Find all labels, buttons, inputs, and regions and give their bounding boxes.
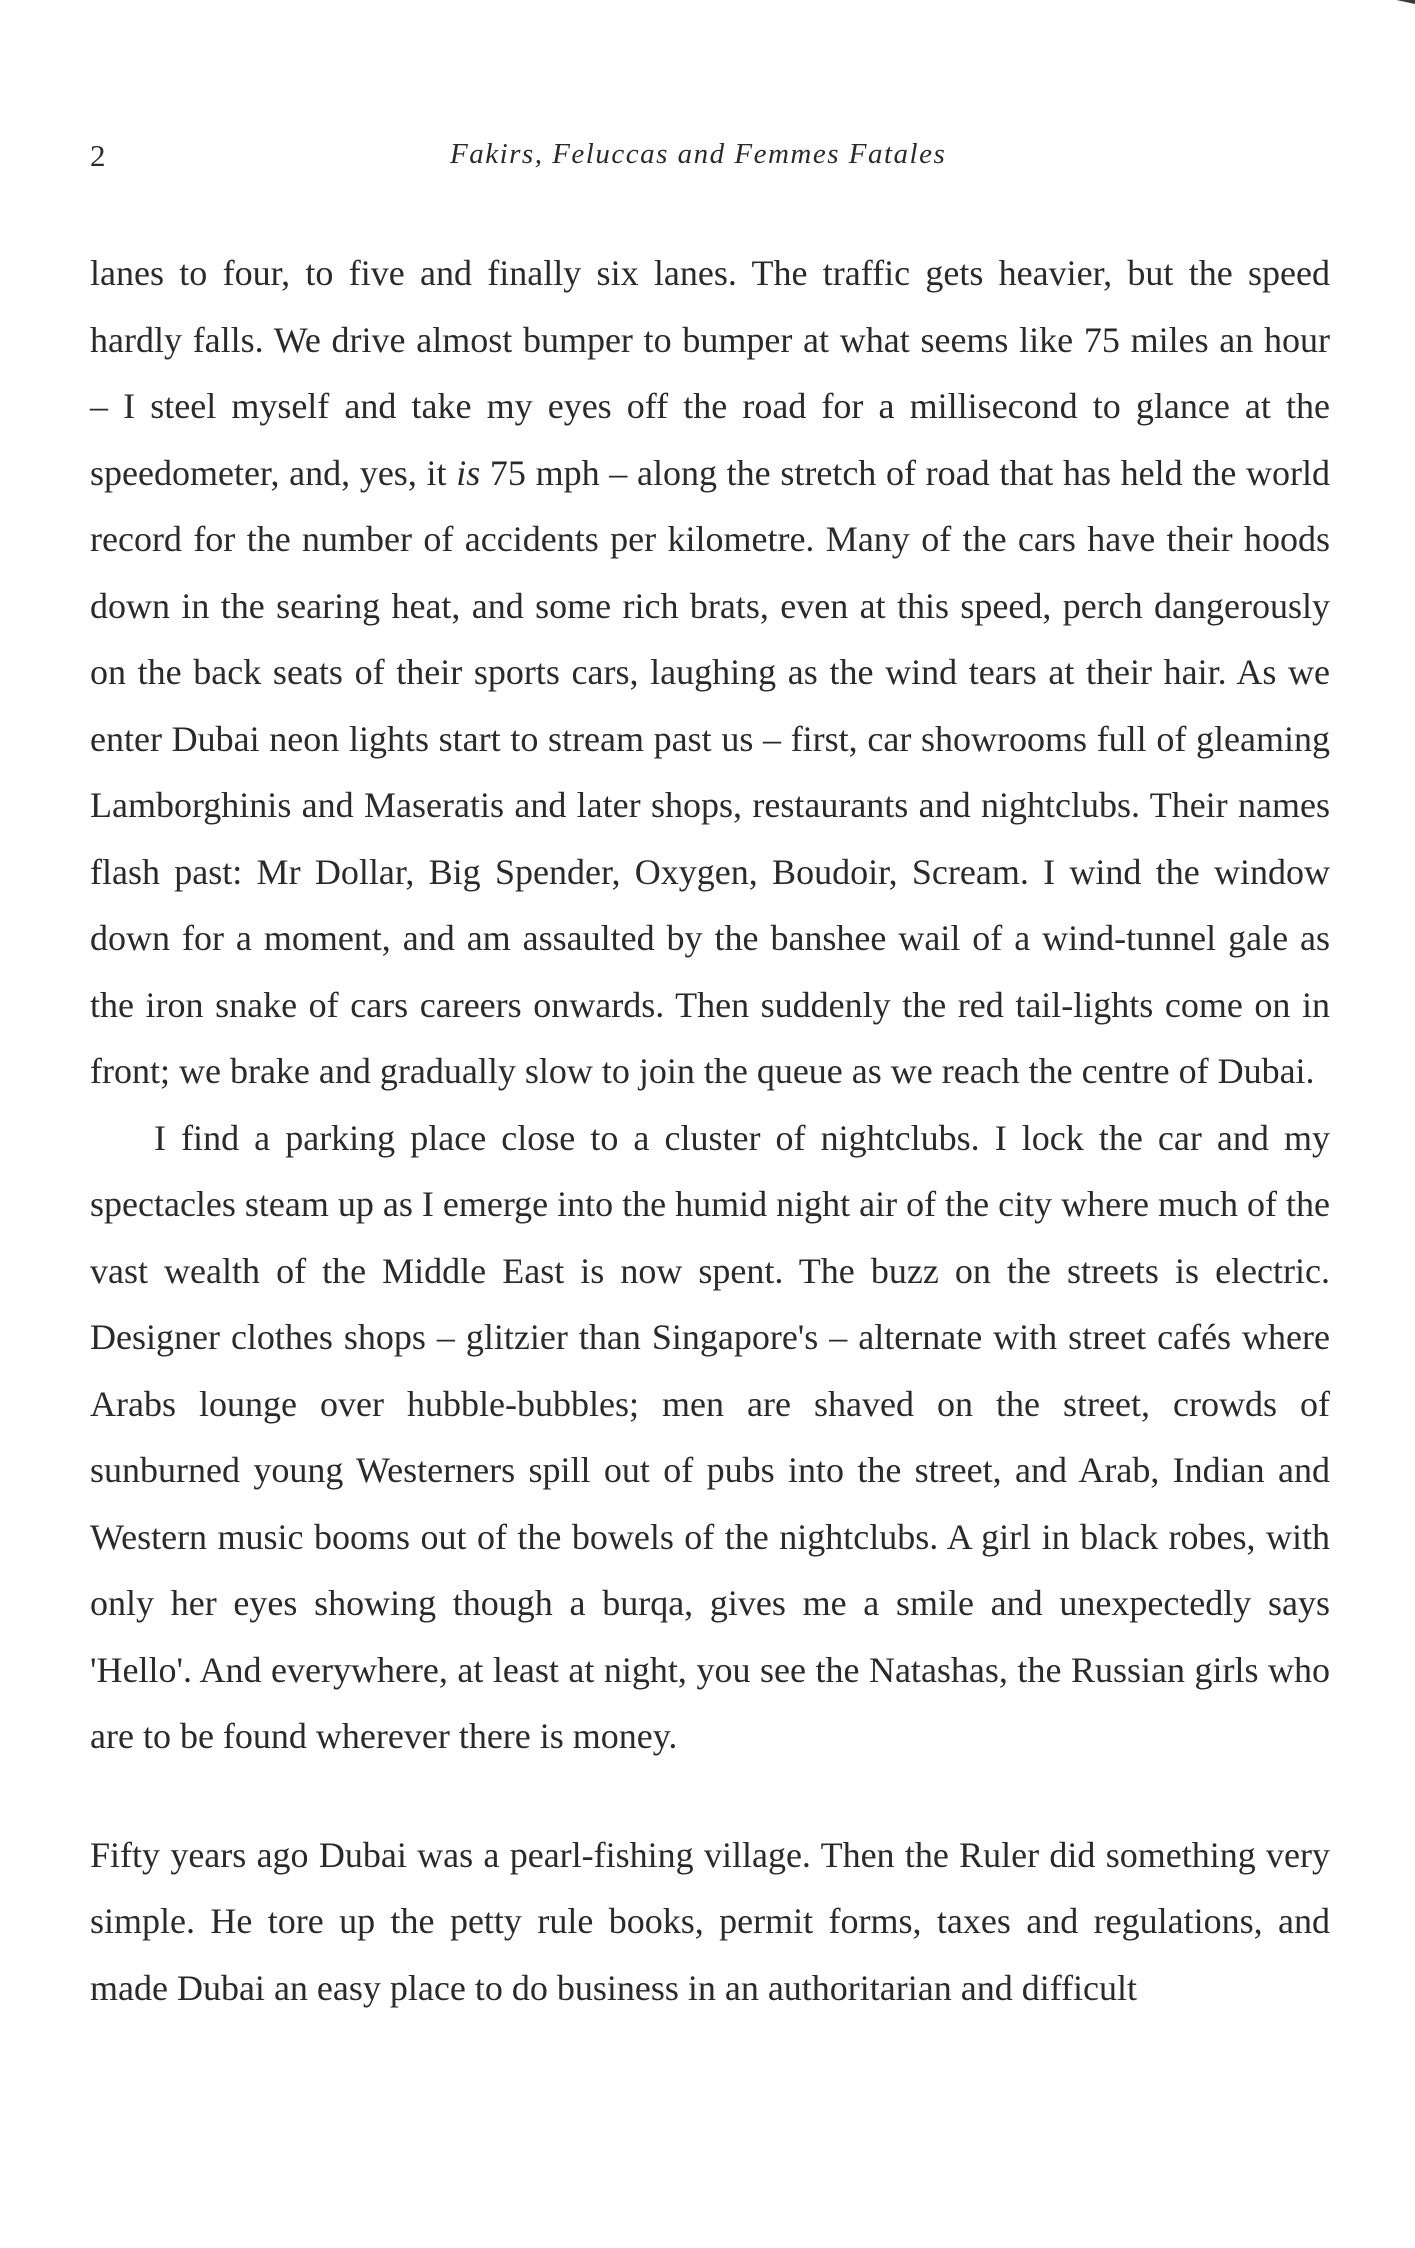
paragraph-2: I find a parking place close to a cluster of nightclubs. I lock the car and my spectacles steam up as I emerge into the humid night air of the city where much of the vast wealth of the Middle East is now spent. The buzz on the streets is electric. Designer clothes shops – glitzier than Singapore's – alternate with street cafés where Arabs lounge over hubble-bubbles; men are shaved on the street, crowds of sunburned young Westerners spill out of pubs into the street, and Arab, Indian and Western music booms out of the bowels of the nightclubs. A girl in black robes, with only her eyes showing though a burqa, gives me a smile and unexpectedly says 'Hello'. And everywhere, at least at night, you see the Natashas, the Russian girls who are to be found wherever there is money. <box>90 1117 1330 1756</box>
page-corner-mark <box>1393 0 1415 18</box>
paragraph-1 <box>90 240 1330 1105</box>
paragraph-1-text-continued: 75 mph – along the stretch of road that has held the world record for the number of accidents per kilometre. Many of the cars have their hoods down in the searing heat, and some rich brats, even at this speed, perch dangerously on the back seats of their sports cars, laughing as the wind tears at their hair. As we enter Dubai neon lights start to stream past us – first, car showrooms full of gleaming Lamborghinis and Maseratis and later shops, restaurants and nightclubs. Their names flash past: Mr Dollar, Big Spender, Oxygen, Boudoir, Scream. I wind the window down for a moment, and am assaulted by the banshee wail of a wind-tunnel gale as the iron snake of cars careers onwards. Then suddenly the red tail-lights come on in front; we brake and gradually slow to join the queue as we reach the centre of Dubai. <box>90 452 1331 1091</box>
paragraph-1-text: lanes to four, to five and finally six lanes. The traffic gets heavier, but the speed hardly falls. We drive almost bumper to bumper at what seems like 75 miles an hour – I steel myself and take my eyes off the road for a millisecond to glance at the speedometer, and, yes, it <box>90 253 1330 493</box>
paragraph-3: Fifty years ago Dubai was a pearl-fishing village. Then the Ruler did something very simple. He tore up the petty rule books, permit forms, taxes and regulations, and made Dubai an easy place to do business in an authoritarian and difficult <box>90 1834 1330 2008</box>
emphasis-is: is <box>456 452 481 493</box>
page-number: 2 <box>90 138 106 173</box>
body-text <box>90 240 1330 2021</box>
book-title: Fakirs, Feluccas and Femmes Fatales <box>450 138 947 170</box>
running-head <box>90 138 1330 178</box>
